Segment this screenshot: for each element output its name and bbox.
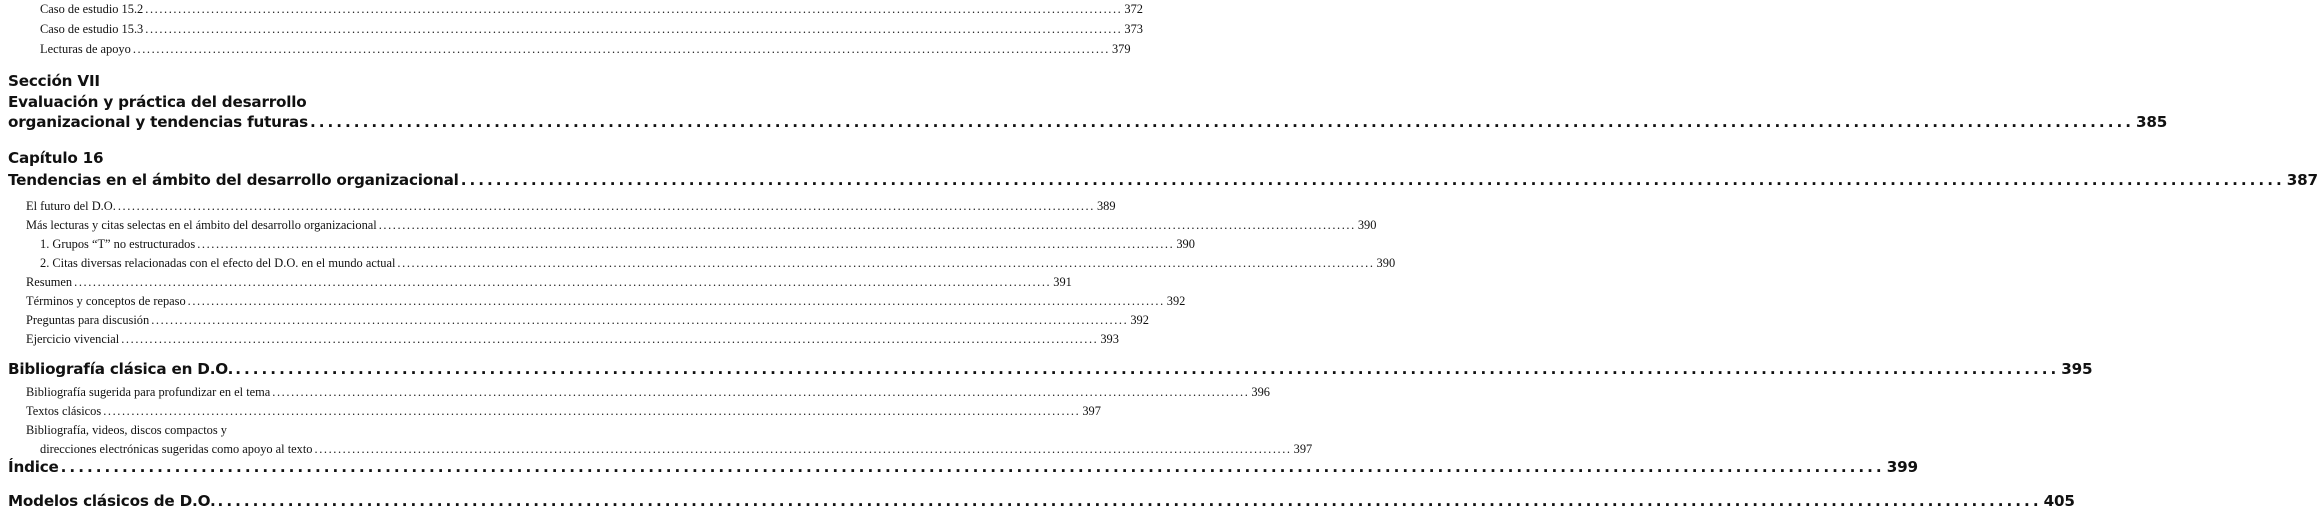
toc-page-number: 390	[1376, 256, 1396, 270]
toc-entry-title: 2. Citas diversas relacionadas con el efecto del D.O. en el mundo actual	[40, 256, 396, 270]
toc-page-number: 392	[1166, 294, 1186, 308]
toc-page-number: 397	[1082, 404, 1101, 418]
toc-page-number: 399	[1886, 458, 1918, 476]
leader-dots: ................................................................................................................................................................................................................	[309, 113, 2135, 131]
leader-dots: ................................................................................................................................................................................................................	[217, 492, 2042, 510]
leader-dots: ................................................................................................................................................................................................................	[314, 442, 1292, 456]
toc-entry-title: Bibliografía clásica en D.O.	[8, 360, 234, 378]
leader-dots: ................................................................................................................................................................................................................	[197, 237, 1175, 251]
toc-page-number: 373	[1124, 22, 1143, 36]
toc-entry-textos-clasicos	[26, 404, 1101, 419]
toc-entry-title: Ejercicio vivencial	[26, 332, 120, 346]
leader-dots: ................................................................................................................................................................................................................	[378, 218, 1356, 232]
toc-entry-preguntas	[26, 313, 1149, 328]
leader-dots: ................................................................................................................................................................................................................	[121, 332, 1099, 346]
toc-page-number: 390	[1357, 218, 1377, 232]
toc-entry-title: Modelos clásicos de D.O.	[8, 492, 216, 510]
toc-page-number: 385	[2136, 113, 2168, 131]
toc-entry-citas-diversas	[40, 256, 1396, 271]
modelos-heading	[8, 492, 2075, 510]
toc-page-number: 392	[1130, 313, 1149, 327]
toc-entry-title: Índice	[8, 458, 59, 476]
toc-page-number: 396	[1251, 385, 1270, 399]
toc-page-number: 390	[1176, 237, 1195, 251]
section-title-line1: Evaluación y práctica del desarrollo	[8, 93, 307, 111]
toc-entry-futuro-do	[26, 199, 1116, 214]
leader-dots: ................................................................................................................................................................................................................	[132, 42, 1110, 56]
toc-entry-title: Más lecturas y citas selectas en el ámbito del desarrollo organizacional	[26, 218, 377, 232]
toc-entry-title: Textos clásicos	[26, 404, 102, 418]
bibliografia-heading	[8, 360, 2093, 378]
leader-dots: ................................................................................................................................................................................................................	[117, 199, 1095, 213]
toc-entry-title: organizacional y tendencias futuras	[8, 113, 308, 131]
toc-entry-resumen	[26, 275, 1072, 290]
chapter-label: Capítulo 16	[8, 149, 104, 167]
section-title-line2	[8, 113, 2168, 131]
toc-entry-title: El futuro del D.O.	[26, 199, 116, 213]
toc-entry-grupos-t	[40, 237, 1195, 252]
leader-dots: ................................................................................................................................................................................................................	[187, 294, 1165, 308]
toc-page-number: 395	[2061, 360, 2093, 378]
toc-page-number: 393	[1100, 332, 1119, 346]
toc-entry-mas-lecturas	[26, 218, 1377, 233]
leader-dots: ................................................................................................................................................................................................................	[103, 404, 1081, 418]
toc-entry-title: Términos y conceptos de repaso	[26, 294, 186, 308]
toc-page-number: 389	[1096, 199, 1116, 213]
toc-entry-lecturas-de-apoyo	[40, 42, 1131, 57]
toc-entry-title: 1. Grupos “T” no estructurados	[40, 237, 196, 251]
toc-page-number: 372	[1124, 2, 1143, 16]
indice-heading	[8, 458, 1918, 476]
toc-entry-caso-15-3	[40, 22, 1143, 37]
toc-entry-title: Tendencias en el ámbito del desarrollo organizacional	[8, 171, 459, 189]
leader-dots: ................................................................................................................................................................................................................	[60, 458, 1885, 476]
leader-dots: ................................................................................................................................................................................................................	[145, 2, 1123, 16]
toc-entry-bibliografia-videos-line2	[40, 442, 1313, 457]
chapter-title	[8, 171, 2318, 189]
leader-dots: ................................................................................................................................................................................................................	[145, 22, 1123, 36]
toc-entry-title: direcciones electrónicas sugeridas como apoyo al texto	[40, 442, 313, 456]
toc-entry-ejercicio	[26, 332, 1119, 347]
leader-dots: ................................................................................................................................................................................................................	[151, 313, 1129, 327]
leader-dots: ................................................................................................................................................................................................................	[460, 171, 2285, 189]
leader-dots: ................................................................................................................................................................................................................	[397, 256, 1375, 270]
leader-dots: ................................................................................................................................................................................................................	[272, 385, 1250, 399]
toc-entry-bibliografia-videos-line1: Bibliografía, videos, discos compactos y	[26, 423, 227, 437]
toc-entry-title: Resumen	[26, 275, 73, 289]
toc-page-number: 405	[2043, 492, 2075, 510]
leader-dots: ................................................................................................................................................................................................................	[235, 360, 2060, 378]
toc-entry-title: Preguntas para discusión	[26, 313, 150, 327]
toc-entry-caso-15-2	[40, 2, 1143, 17]
leader-dots: ................................................................................................................................................................................................................	[74, 275, 1052, 289]
toc-entry-title: Lecturas de apoyo	[40, 42, 131, 56]
toc-page-number: 397	[1293, 442, 1313, 456]
toc-page-number: 391	[1053, 275, 1072, 289]
toc-entry-terminos	[26, 294, 1186, 309]
toc-entry-title: Caso de estudio 15.2	[40, 2, 144, 16]
toc-entry-bibliografia-sugerida	[26, 385, 1270, 400]
toc-entry-title: Bibliografía sugerida para profundizar en el tema	[26, 385, 271, 399]
section-label: Sección VII	[8, 72, 100, 90]
toc-page-number: 387	[2286, 171, 2318, 189]
toc-entry-title: Caso de estudio 15.3	[40, 22, 144, 36]
toc-page-number: 379	[1111, 42, 1131, 56]
